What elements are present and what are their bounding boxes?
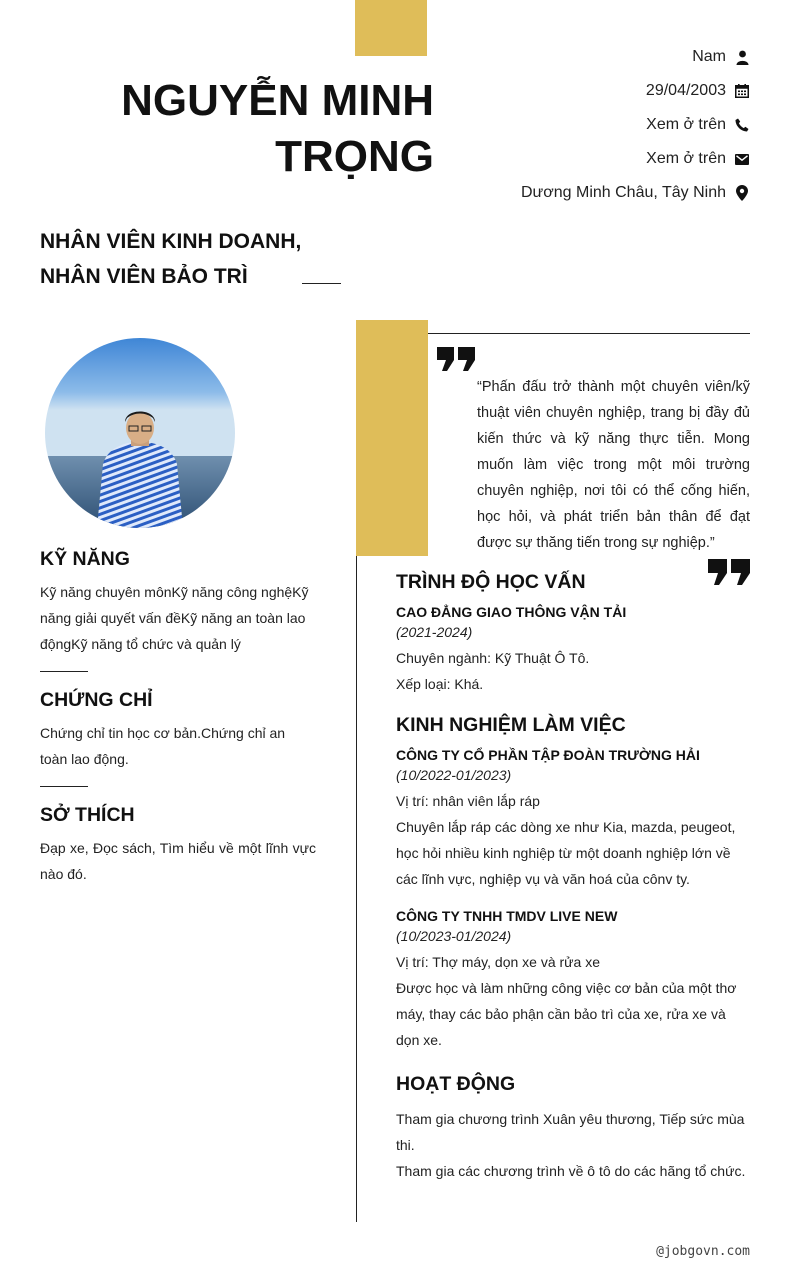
contact-gender-text: Nam — [692, 48, 726, 65]
skills-section — [40, 548, 316, 657]
career-objective: “Phấn đấu trở thành một chuyên viên/kỹ thuật viên chuyên nghiệp, trang bị đầy đủ kiến thức và kỹ năng thực tiễn. Mong muốn làm việc trong một môi trường chuyên nghiệp, nơi tôi có thể cống hiến, học hỏi, và phát triển bản thân để đạt được sự thăng tiến trong sự nghiệp.” — [477, 379, 750, 551]
experience-item — [396, 747, 750, 892]
contact-gender — [410, 40, 750, 74]
hobbies-section — [40, 804, 316, 887]
education-period: (2021-2024) — [396, 624, 473, 640]
experience-section — [396, 714, 750, 1053]
activity-item: Tham gia các chương trình về ô tô do các hãng tổ chức. — [396, 1163, 746, 1179]
experience-description: Chuyên lắp ráp các dòng xe như Kia, mazda, peugeot, học hỏi nhiều kinh nghiệp từ một doanh nghiệp lớn về các lĩnh vực, nghiệp vụ và văn hoá của cônv ty. — [396, 819, 736, 887]
education-school: CAO ĐẲNG GIAO THÔNG VẬN TẢI — [396, 604, 627, 620]
right-column — [396, 571, 750, 1184]
experience-period: (10/2022-01/2023) — [396, 767, 512, 783]
person-icon — [734, 49, 750, 65]
candidate-name-line2: TRỌNG — [275, 132, 434, 181]
footer-watermark: @jobgovn.com — [656, 1244, 750, 1259]
contact-email-text: Xem ở trên — [646, 150, 726, 167]
experience-item — [396, 908, 750, 1053]
education-section — [396, 571, 750, 697]
experience-position: Vị trí: nhân viên lắp ráp — [396, 793, 540, 809]
section-divider — [40, 786, 88, 787]
activities-title: HOẠT ĐỘNG — [396, 1073, 516, 1095]
education-major: Chuyên ngành: Kỹ Thuật Ô Tô. — [396, 650, 590, 666]
contact-address — [410, 176, 750, 210]
left-column — [40, 548, 316, 887]
hobbies-title: SỞ THÍCH — [40, 804, 135, 826]
avatar — [45, 338, 235, 528]
activities-section — [396, 1073, 750, 1184]
certificates-title: CHỨNG CHỈ — [40, 689, 153, 711]
objective-divider — [428, 333, 750, 334]
experience-period: (10/2023-01/2024) — [396, 928, 512, 944]
job-title — [40, 224, 340, 294]
experience-position: Vị trí: Thợ máy, dọn xe và rửa xe — [396, 954, 600, 970]
contact-birthday-text: 29/04/2003 — [645, 82, 726, 99]
contact-phone-text: Xem ở trên — [646, 116, 726, 133]
hobbies-text: Đạp xe, Đọc sách, Tìm hiểu về một lĩnh vực nào đó. — [40, 840, 316, 882]
calendar-icon — [734, 83, 750, 99]
phone-icon — [734, 117, 750, 133]
contact-info — [410, 40, 750, 210]
location-pin-icon — [734, 185, 750, 201]
contact-address-text: Dương Minh Châu, Tây Ninh — [521, 184, 726, 201]
envelope-icon — [734, 151, 750, 167]
accent-block-middle — [356, 320, 428, 556]
candidate-name — [34, 73, 434, 185]
quote-open-icon — [437, 347, 475, 377]
skills-text: Kỹ năng chuyên mônKỹ năng công nghệKỹ năng giải quyết vấn đềKỹ năng an toàn lao độngKỹ năng tổ chức và quản lý — [40, 584, 309, 652]
activity-item: Tham gia chương trình Xuân yêu thương, Tiếp sức mùa thi. — [396, 1111, 745, 1153]
certificates-section — [40, 689, 316, 772]
contact-phone — [410, 108, 750, 142]
job-title-line1: NHÂN VIÊN KINH DOANH, — [40, 230, 302, 253]
experience-company: CÔNG TY CỔ PHẦN TẬP ĐOÀN TRƯỜNG HẢI — [396, 747, 700, 763]
candidate-name-line1: NGUYỄN MINH — [121, 76, 434, 125]
contact-email — [410, 142, 750, 176]
contact-birthday — [410, 74, 750, 108]
education-grade: Xếp loại: Khá. — [396, 676, 484, 692]
experience-title: KINH NGHIỆM LÀM VIỆC — [396, 714, 626, 736]
certificates-text: Chứng chỉ tin học cơ bản.Chứng chỉ an toàn lao động. — [40, 725, 286, 767]
skills-title: KỸ NĂNG — [40, 548, 130, 570]
education-title: TRÌNH ĐỘ HỌC VẤN — [396, 571, 586, 593]
column-divider — [356, 556, 357, 1222]
experience-description: Được học và làm những công việc cơ bản của một thơ máy, thay các bảo phận cần bảo trì của xe, rửa xe và dọn xe. — [396, 980, 737, 1048]
job-title-line2: NHÂN VIÊN BẢO TRÌ — [40, 265, 248, 288]
section-divider — [40, 671, 88, 672]
experience-company: CÔNG TY TNHH TMDV LIVE NEW — [396, 908, 618, 924]
